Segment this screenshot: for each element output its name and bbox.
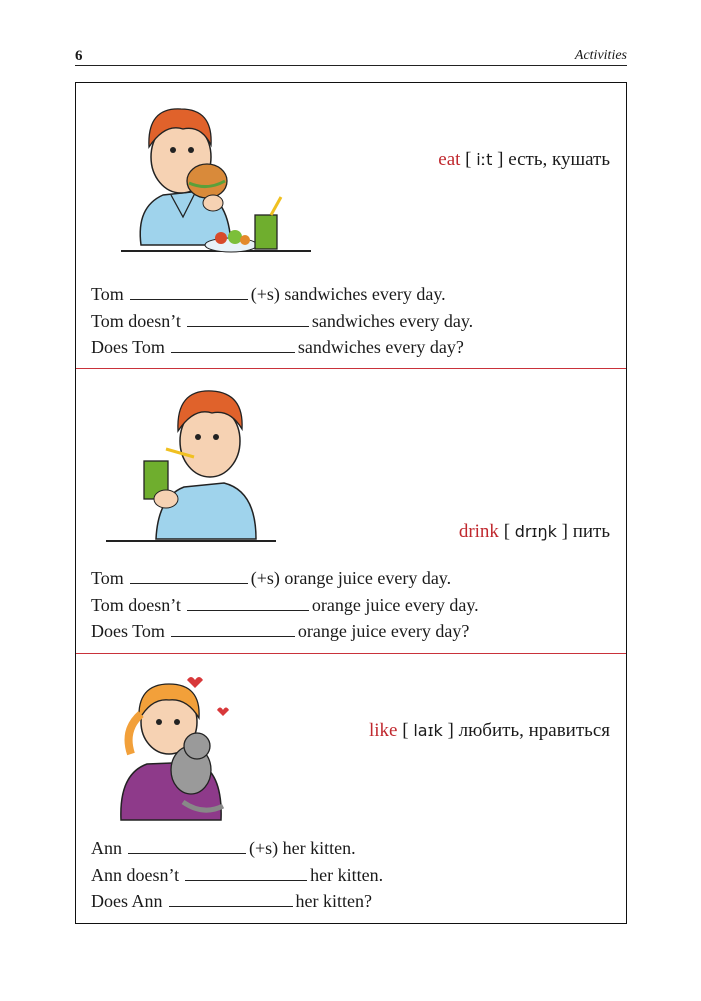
sentence-question: Does Tom orange juice every day? <box>91 621 470 641</box>
vocab-ipa: laɪk <box>413 721 443 740</box>
header-rule <box>75 65 627 66</box>
vocab-ipa: iːt <box>476 150 493 169</box>
vocab-drink: drink [ drɪŋk ] пить <box>458 521 610 542</box>
card-like <box>76 654 626 923</box>
answer-blank[interactable] <box>130 283 248 300</box>
vocab-translation: есть, кушать <box>508 149 610 170</box>
section-title: Activities <box>574 48 627 63</box>
card-drink <box>76 369 626 653</box>
card-eat <box>76 83 626 368</box>
girl-hugging-kitten-icon <box>111 670 241 830</box>
sentence-negative: Tom doesn’t sandwiches every day. <box>91 311 474 331</box>
sentence-negative: Ann doesn’t her kitten. <box>91 865 384 885</box>
answer-blank[interactable] <box>187 310 309 327</box>
answer-blank[interactable] <box>130 567 248 584</box>
vocab-like: like [ laɪk ] любить, нравиться <box>369 720 610 741</box>
answer-blank[interactable] <box>171 620 295 637</box>
vocab-eat: eat [ iːt ] есть, кушать <box>438 149 610 170</box>
answer-blank[interactable] <box>171 336 295 353</box>
page-number: 6 <box>75 48 83 64</box>
page-header <box>75 46 627 66</box>
answer-blank[interactable] <box>169 890 293 907</box>
vocab-translation: любить, нравиться <box>458 720 610 741</box>
answer-blank[interactable] <box>128 837 246 854</box>
answer-blank[interactable] <box>187 594 309 611</box>
answer-blank[interactable] <box>185 864 307 881</box>
vocab-word: like <box>369 720 398 741</box>
sentence-question: Does Ann her kitten? <box>91 891 372 911</box>
vocab-translation: пить <box>572 521 610 542</box>
sentence-question: Does Tom sandwiches every day? <box>91 337 464 357</box>
sentence-affirmative: Tom (+s) orange juice every day. <box>91 568 452 588</box>
sentence-affirmative: Tom (+s) sandwiches every day. <box>91 284 446 304</box>
vocab-word: drink <box>458 521 499 542</box>
exercise-frame <box>75 82 627 924</box>
sentence-negative: Tom doesn’t orange juice every day. <box>91 595 479 615</box>
boy-eating-sandwich-icon <box>121 95 316 270</box>
vocab-word: eat <box>438 149 461 170</box>
sentence-affirmative: Ann (+s) her kitten. <box>91 838 356 858</box>
vocab-ipa: drɪŋk <box>514 522 557 541</box>
boy-drinking-juice-icon <box>106 379 286 549</box>
